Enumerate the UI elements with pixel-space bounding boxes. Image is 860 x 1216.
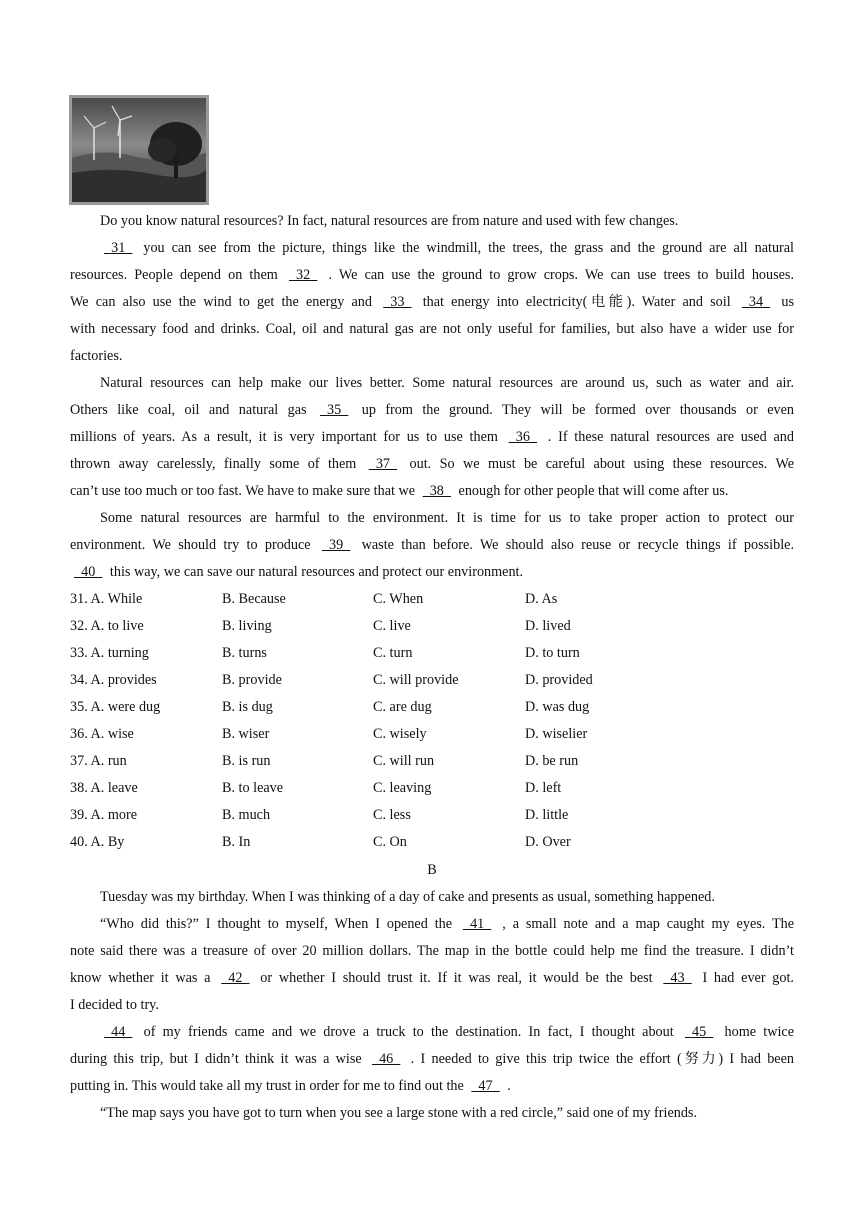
text-line: Natural resources can help make our lives better. Some natural resources are around us, such as water and air. — [100, 375, 794, 391]
option-choice: C. wisely — [373, 726, 427, 742]
option-choice: C. live — [373, 618, 411, 634]
option-choice: C. are dug — [373, 699, 432, 715]
blank-number: 45 — [684, 1024, 714, 1040]
text-segment: millions of years. As a result, it is very important for us to use them — [70, 429, 505, 445]
text-segment: during this trip, but I didn’t think it was a wise — [70, 1051, 368, 1067]
windmill-landscape-photo — [69, 95, 209, 205]
option-choice: B. much — [222, 807, 271, 823]
option-choice: B. In — [222, 834, 251, 850]
text-segment: you can see from the picture, things like the windmill, the trees, the grass and the ground are all natural — [136, 240, 794, 256]
blank-number: 36 — [508, 429, 538, 445]
text-segment: “Who did this?” I thought to myself, When I opened the — [100, 916, 459, 932]
blank-number: 34 — [741, 294, 771, 310]
text-segment: can’t use too much or too fast. We have to make sure that we — [70, 483, 419, 499]
text-line — [70, 481, 794, 501]
option-choice: 35. A. were dug — [70, 699, 161, 715]
option-choice: C. When — [373, 591, 424, 607]
option-choice: D. be run — [525, 753, 579, 769]
blank-number: 32 — [288, 267, 318, 283]
option-choice: 40. A. By — [70, 834, 125, 850]
option-choice: B. Because — [222, 591, 286, 607]
text-line — [100, 914, 794, 934]
option-choice: B. provide — [222, 672, 282, 688]
text-segment: this way, we can save our natural resources and protect our environment. — [106, 564, 524, 580]
text-line — [70, 400, 794, 420]
option-choice: C. leaving — [373, 780, 432, 796]
text-line: “The map says you have got to turn when you see a large stone with a red circle,” said one of my friends. — [100, 1105, 698, 1121]
text-line — [70, 454, 794, 474]
text-segment: or whether I should trust it. If it was real, it would be the best — [253, 970, 660, 986]
text-segment: . If these natural resources are used and — [541, 429, 794, 445]
text-segment: . I needed to give this trip twice the effort (努力) I had been — [404, 1051, 794, 1067]
text-line — [70, 1076, 794, 1096]
text-segment: Others like coal, oil and natural gas — [70, 402, 316, 418]
text-segment: know whether it was a — [70, 970, 218, 986]
option-choice: B. living — [222, 618, 272, 634]
text-line: Some natural resources are harmful to the environment. It is time for us to take proper action to protect our — [100, 510, 794, 526]
option-choice: D. wiselier — [525, 726, 588, 742]
text-line: I decided to try. — [70, 997, 159, 1013]
text-line: factories. — [70, 348, 123, 364]
option-choice: B. to leave — [222, 780, 284, 796]
text-segment: resources. People depend on them — [70, 267, 285, 283]
blank-number: 39 — [321, 537, 351, 553]
option-choice: C. less — [373, 807, 411, 823]
blank-number: 40 — [74, 564, 103, 580]
blank-number: 31 — [104, 240, 133, 256]
option-choice: 38. A. leave — [70, 780, 138, 796]
text-segment: us — [774, 294, 794, 310]
option-choice: 32. A. to live — [70, 618, 144, 634]
blank-number: 46 — [371, 1051, 401, 1067]
text-line — [100, 238, 794, 258]
blank-number: 35 — [319, 402, 349, 418]
text-line — [70, 427, 794, 447]
text-line: note said there was a treasure of over 20 million dollars. The map in the bottle could help me find the treasure. I didn’t — [70, 943, 794, 959]
option-choice: 31. A. While — [70, 591, 143, 607]
option-choice: D. little — [525, 807, 569, 823]
text-segment: out. So we must be careful about using these resources. We — [401, 456, 795, 472]
text-segment: up from the ground. They will be formed over thousands or even — [352, 402, 794, 418]
option-choice: B. turns — [222, 645, 267, 661]
option-choice: C. On — [373, 834, 407, 850]
option-choice: 34. A. provides — [70, 672, 157, 688]
text-segment: of my friends came and we drove a truck to the destination. In fact, I thought about — [136, 1024, 681, 1040]
text-segment: waste than before. We should also reuse or recycle things if possible. — [354, 537, 794, 553]
option-choice: D. provided — [525, 672, 593, 688]
text-segment: , a small note and a map caught my eyes. The — [495, 916, 795, 932]
option-choice: C. will run — [373, 753, 435, 769]
option-choice: C. will provide — [373, 672, 459, 688]
text-segment: We can also use the wind to get the energy and — [70, 294, 380, 310]
option-choice: B. is run — [222, 753, 271, 769]
text-line — [70, 292, 794, 312]
option-choice: D. to turn — [525, 645, 580, 661]
text-line: Do you know natural resources? In fact, natural resources are from nature and used with few changes. — [100, 213, 679, 229]
option-choice: B. wiser — [222, 726, 270, 742]
text-segment: . — [503, 1078, 511, 1094]
option-choice: 33. A. turning — [70, 645, 149, 661]
text-segment: putting in. This would take all my trust in order for me to find out the — [70, 1078, 468, 1094]
option-choice: 39. A. more — [70, 807, 137, 823]
blank-number: 44 — [104, 1024, 133, 1040]
option-choice: D. lived — [525, 618, 571, 634]
option-choice: D. As — [525, 591, 558, 607]
text-line — [70, 1049, 794, 1069]
blank-number: 47 — [471, 1078, 500, 1094]
text-line — [100, 1022, 794, 1042]
blank-number: 41 — [462, 916, 492, 932]
option-choice: 37. A. run — [70, 753, 127, 769]
text-line — [70, 562, 794, 582]
text-line — [70, 535, 794, 555]
text-segment: home twice — [717, 1024, 794, 1040]
text-segment: I had ever got. — [695, 970, 794, 986]
text-segment: that energy into electricity(电能). Water and soil — [415, 294, 738, 310]
blank-number: 43 — [663, 970, 692, 986]
text-line: Tuesday was my birthday. When I was thinking of a day of cake and presents as usual, something happened. — [100, 889, 715, 905]
option-choice: D. Over — [525, 834, 571, 850]
text-segment: environment. We should try to produce — [70, 537, 318, 553]
blank-number: 42 — [221, 970, 250, 986]
text-line — [70, 265, 794, 285]
option-choice: B. is dug — [222, 699, 273, 715]
text-segment: . We can use the ground to grow crops. We can use trees to build houses. — [321, 267, 794, 283]
blank-number: 38 — [422, 483, 451, 499]
text-line: with necessary food and drinks. Coal, oil and natural gas are not only useful for families, but also have a wider use for — [70, 321, 794, 337]
text-line — [70, 968, 794, 988]
section-heading: B — [427, 862, 437, 878]
text-segment: thrown away carelessly, finally some of them — [70, 456, 365, 472]
option-choice: D. left — [525, 780, 562, 796]
blank-number: 33 — [383, 294, 412, 310]
text-segment: enough for other people that will come after us. — [454, 483, 729, 499]
blank-number: 37 — [368, 456, 398, 472]
option-choice: D. was dug — [525, 699, 590, 715]
option-choice: C. turn — [373, 645, 413, 661]
option-choice: 36. A. wise — [70, 726, 134, 742]
